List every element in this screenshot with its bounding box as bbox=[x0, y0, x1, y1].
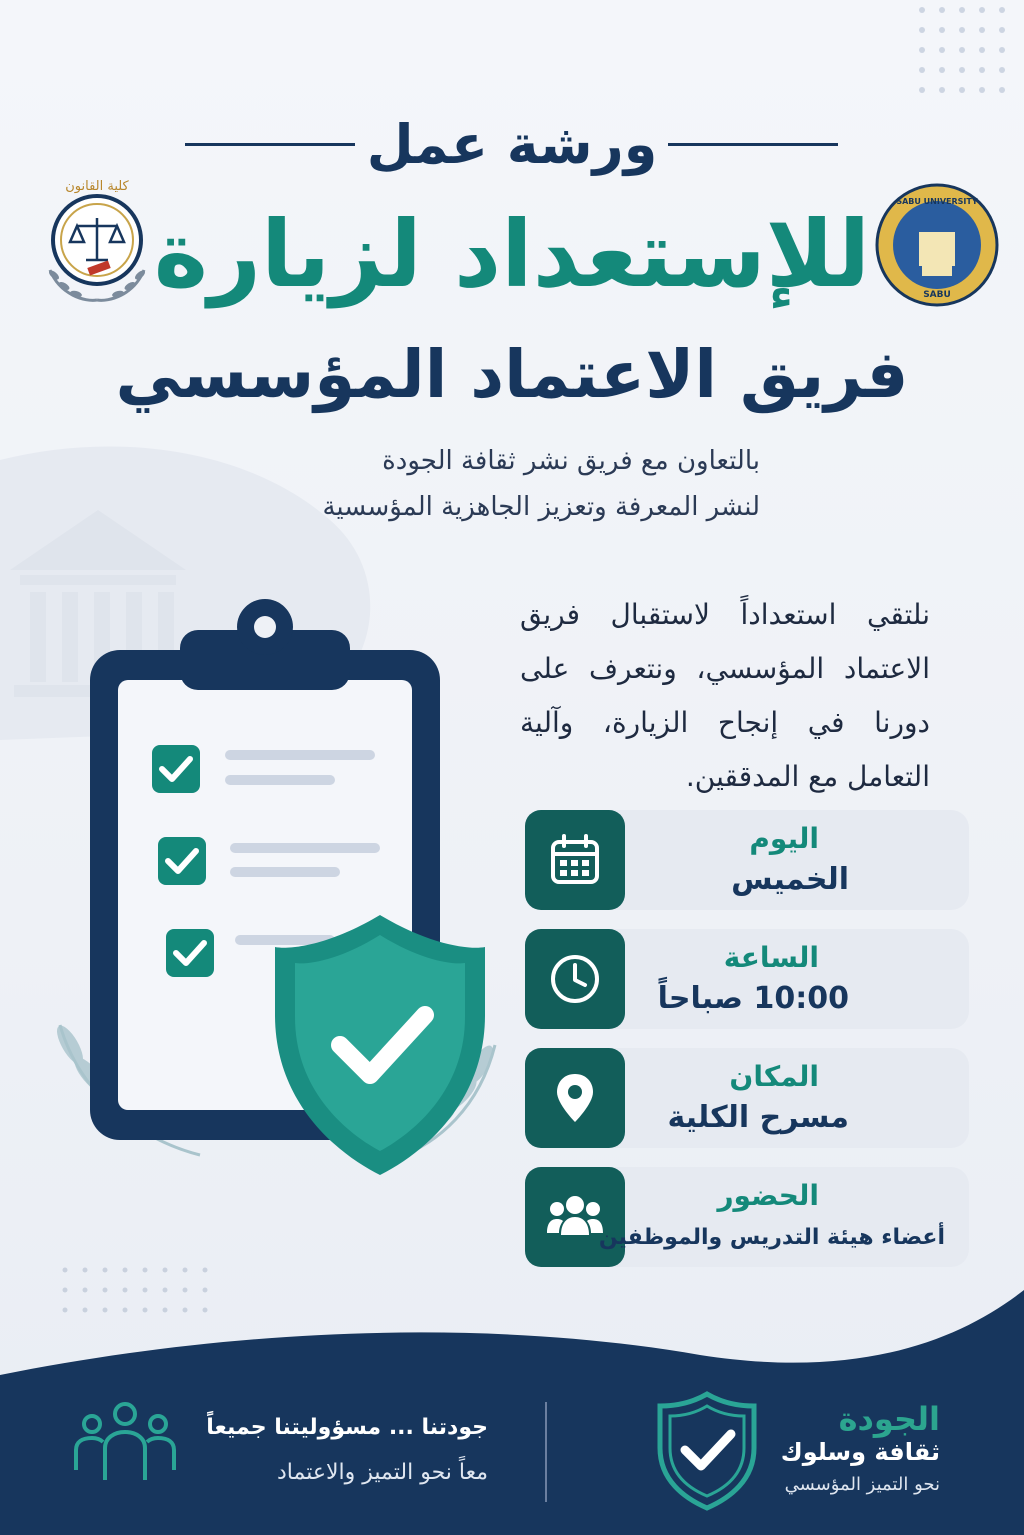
dots-decoration-top bbox=[912, 0, 1022, 110]
eyebrow-text: ورشة عمل bbox=[366, 113, 658, 176]
team-icon bbox=[70, 1400, 180, 1490]
intro-text bbox=[200, 438, 760, 530]
detail-value: الخميس bbox=[731, 862, 849, 897]
law-college-caption: كلية القانون bbox=[65, 179, 129, 194]
eyebrow-rule-left bbox=[185, 143, 355, 146]
footer-divider bbox=[545, 1402, 547, 1502]
clipboard-illustration bbox=[40, 595, 520, 1205]
detail-value: أعضاء هيئة التدريس والموظفين bbox=[598, 1225, 945, 1250]
university-caption-bottom: SABU bbox=[923, 290, 951, 300]
footer-slogan-sub: معاً نحو التميز والاعتماد bbox=[277, 1460, 488, 1485]
calendar-icon bbox=[525, 810, 625, 910]
detail-card-place bbox=[525, 1048, 969, 1148]
detail-label: الساعة bbox=[723, 941, 819, 974]
detail-value: مسرح الكلية bbox=[667, 1100, 849, 1135]
detail-label: الحضور bbox=[717, 1179, 819, 1212]
detail-label: اليوم bbox=[749, 822, 819, 855]
clock-icon bbox=[525, 929, 625, 1029]
intro-line-1: بالتعاون مع فريق نشر ثقافة الجودة bbox=[382, 446, 760, 476]
detail-label: المكان bbox=[729, 1060, 819, 1093]
workshop-eyebrow bbox=[0, 115, 1024, 175]
law-college-logo bbox=[30, 170, 165, 310]
detail-value: 10:00 صباحاً bbox=[657, 981, 849, 1016]
page-title: للإستعداد لزيارة bbox=[153, 201, 871, 308]
intro-line-2: لنشر المعرفة وتعزيز الجاهزية المؤسسية bbox=[322, 492, 760, 522]
description-text: نلتقي استعداداً لاستقبال فريق الاعتماد المؤسسي، ونتعرف على دورنا في إنجاح الزيارة، وآلية التعامل مع المدققين. bbox=[520, 598, 930, 793]
detail-card-day bbox=[525, 810, 969, 910]
location-pin-icon bbox=[525, 1048, 625, 1148]
footer-quality-line2: نحو التميز المؤسسي bbox=[784, 1474, 940, 1495]
footer-slogan: جودتنا ... مسؤوليتنا جميعاً bbox=[206, 1415, 488, 1440]
detail-card-time bbox=[525, 929, 969, 1029]
footer-quality-title: الجودة bbox=[838, 1400, 940, 1438]
university-logo bbox=[872, 180, 1002, 310]
detail-card-attendees bbox=[525, 1167, 969, 1267]
footer-quality-line1: ثقافة وسلوك bbox=[780, 1438, 940, 1466]
book-icon bbox=[919, 232, 955, 266]
university-caption: SABU UNIVERSITY bbox=[896, 197, 978, 206]
page-subtitle: فريق الاعتماد المؤسسي bbox=[115, 336, 909, 413]
users-icon bbox=[525, 1167, 625, 1267]
eyebrow-rule-right bbox=[668, 143, 838, 146]
